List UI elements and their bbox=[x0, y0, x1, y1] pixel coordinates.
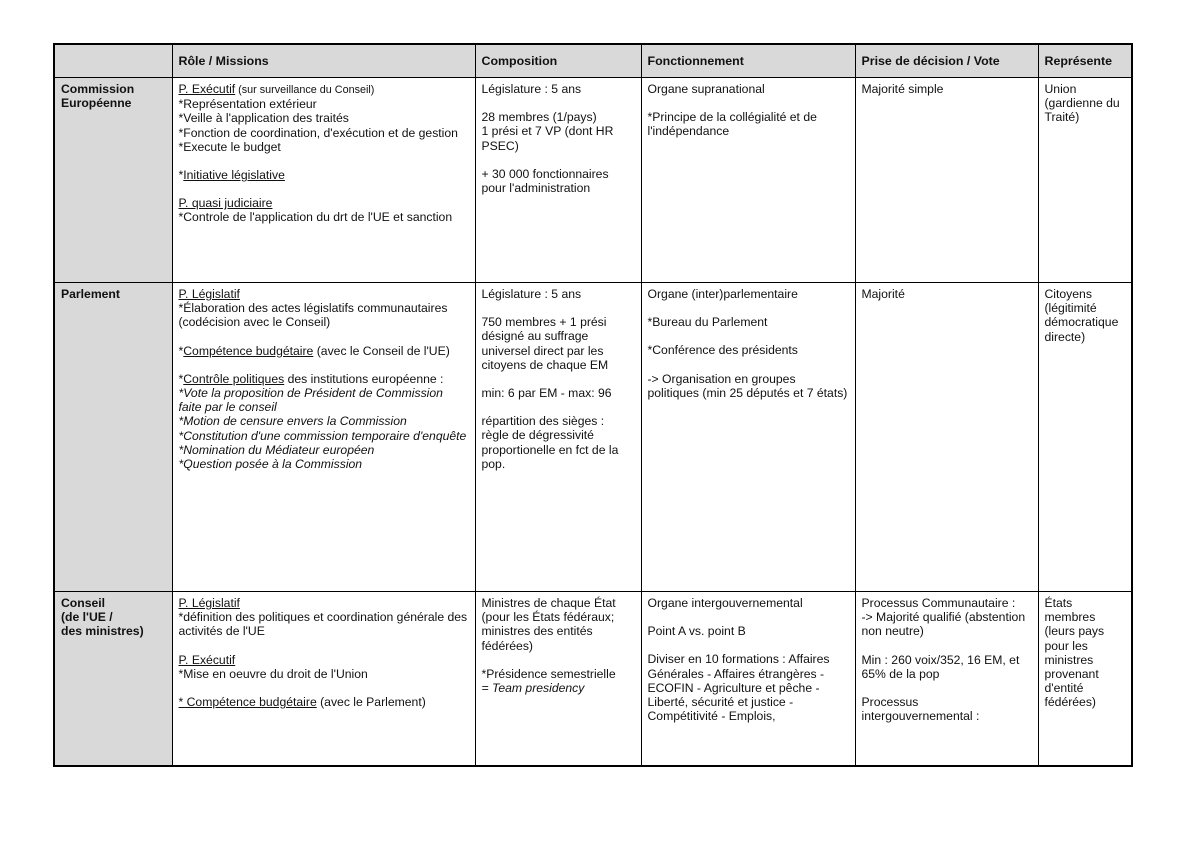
institution-conseil: Conseil (de l'UE / des ministres) bbox=[54, 592, 172, 767]
table-row bbox=[54, 592, 1132, 767]
parlement-role-cell: P. Législatif *Élaboration des actes législatifs communautaires (codécision avec le Conseil) *Compétence budgétaire (avec le Conseil de l'UE) *Contrôle politiques des institutions européenne : *Vote la proposition de Président de Commission faite par le conseil *Motion de censure envers la Commission *Constitution d'une commission temporaire d'enquête *Nomination du Médiateur européen *Question posée à la Commission bbox=[172, 283, 475, 592]
conseil-role-cell: P. Législatif *définition des politiques et coordination générale des activités de l'UE P. Exécutif *Mise en oeuvre du droit de l'Union * Compétence budgétaire (avec le Parlement) bbox=[172, 592, 475, 767]
commission-fonctionnement-cell: Organe supranational *Principe de la collégialité et de l'indépendance bbox=[641, 78, 855, 283]
parlement-decision-cell: Majorité bbox=[855, 283, 1038, 592]
conseil-decision-cell: Processus Communautaire : -> Majorité qualifié (abstention non neutre) Min : 260 voix/352, 16 EM, et 65% de la pop Processus intergouvernemental : bbox=[855, 592, 1038, 767]
table-row bbox=[54, 78, 1132, 283]
eu-institutions-table bbox=[53, 43, 1133, 767]
header-represente: Représente bbox=[1038, 44, 1132, 78]
conseil-composition-cell: Ministres de chaque État (pour les États fédéraux; ministres des entités fédérées) *Présidence semestrielle = Team presidency bbox=[475, 592, 641, 767]
parlement-fonctionnement-cell: Organe (inter)parlementaire *Bureau du Parlement *Conférence des présidents -> Organisation en groupes politiques (min 25 députés et 7 états) bbox=[641, 283, 855, 592]
parlement-composition-cell: Législature : 5 ans 750 membres + 1 prési désigné au suffrage universel direct par les citoyens de chaque EM min: 6 par EM - max: 96 répartition des sièges : règle de dégressivité proportionelle en fct de la pop. bbox=[475, 283, 641, 592]
header-fonctionnement: Fonctionnement bbox=[641, 44, 855, 78]
header-empty bbox=[54, 44, 172, 78]
conseil-fonctionnement-cell: Organe intergouvernemental Point A vs. point B Diviser en 10 formations : Affaires Générales - Affaires étrangères - ECOFIN - Agriculture et pêche - Liberté, sécurité et justice - Compétitivité - Emplois, bbox=[641, 592, 855, 767]
header-composition: Composition bbox=[475, 44, 641, 78]
commission-decision-cell: Majorité simple bbox=[855, 78, 1038, 283]
commission-role-cell: P. Exécutif (sur surveillance du Conseil) *Représentation extérieur *Veille à l'application des traités *Fonction de coordination, d'exécution et de gestion *Execute le budget *Initiative législative P. quasi judiciaire *Controle de l'application du drt de l'UE et sanction bbox=[172, 78, 475, 283]
header-role: Rôle / Missions bbox=[172, 44, 475, 78]
institution-parlement: Parlement bbox=[54, 283, 172, 592]
header-decision: Prise de décision / Vote bbox=[855, 44, 1038, 78]
commission-composition-cell: Législature : 5 ans 28 membres (1/pays) 1 prési et 7 VP (dont HR PSEC) + 30 000 fonctionnaires pour l'administration bbox=[475, 78, 641, 283]
conseil-represente-cell: États membres (leurs pays pour les ministres provenant d'entité fédérées) bbox=[1038, 592, 1132, 767]
header-row bbox=[54, 44, 1132, 78]
commission-represente-cell: Union (gardienne du Traité) bbox=[1038, 78, 1132, 283]
parlement-represente-cell: Citoyens (légitimité démocratique directe) bbox=[1038, 283, 1132, 592]
institution-commission: Commission Européenne bbox=[54, 78, 172, 283]
table-row bbox=[54, 283, 1132, 592]
